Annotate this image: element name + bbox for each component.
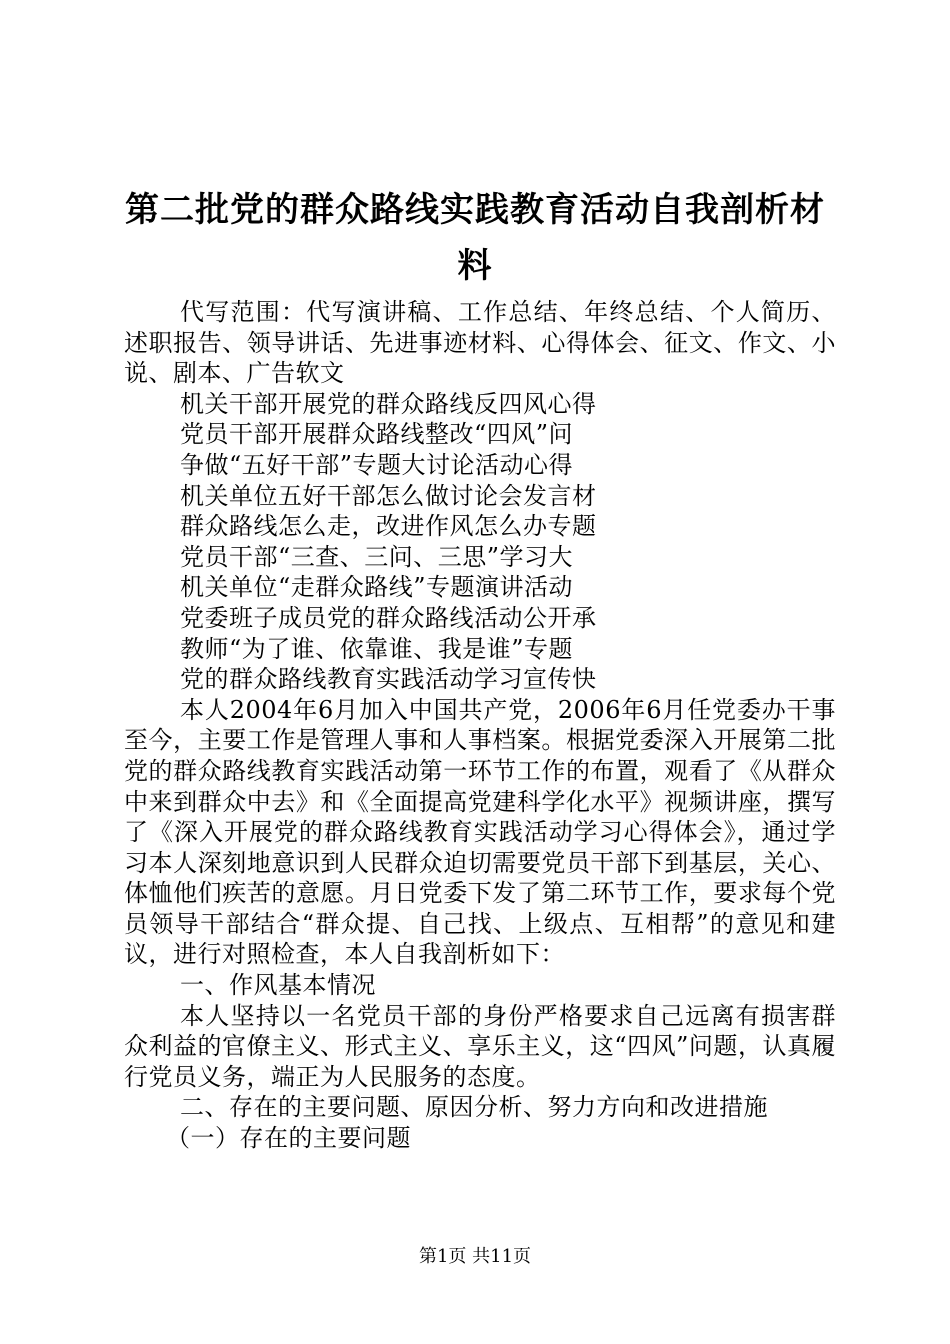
related-link[interactable]: 机关单位五好干部怎么做讨论会发言材	[180, 481, 597, 510]
section-heading: 一、作风基本情况	[180, 971, 376, 1000]
body-paragraph: 本人2004年6月加入中国共产党，2006年6月任党委办干事至今，主要工作是管理人事和人事档案。根据党委深入开展第二批党的群众路线教育实践活动第一环节工作的布置，观看了《从群众中来到群众中去》和《全面提高党建科学化水平》视频讲座，撰写了《深入开展党的群众路线教育实践活动学习心得体会》，通过学习本人深刻地意识到人民群众迫切需要党员干部下到基层，关心、体恤他们疾苦的意愿。月日党委下发了第二环节工作，要求每个党员领导干部结合“群众提、自己找、上级点、互相帮”的意见和建议，进行对照检查，本人自我剖析如下：	[124, 695, 836, 969]
page-footer: 第1页 共11页	[418, 1246, 532, 1267]
document-title: 第二批党的群众路线实践教育活动自我剖析材料	[125, 190, 825, 286]
related-link[interactable]: 党委班子成员党的群众路线活动公开承	[180, 603, 597, 632]
body-paragraph: 本人坚持以一名党员干部的身份严格要求自己远离有损害群众利益的官僚主义、形式主义、享乐主义，这“四风”问题，认真履行党员义务，端正为人民服务的态度。	[124, 1001, 836, 1091]
related-link[interactable]: 党的群众路线教育实践活动学习宣传快	[180, 665, 597, 694]
related-link[interactable]: 机关单位“走群众路线”专题演讲活动	[180, 573, 574, 602]
intro-paragraph: 代写范围：代写演讲稿、工作总结、年终总结、个人简历、述职报告、领导讲话、先进事迹材料、心得体会、征文、作文、小说、剧本、广告软文	[124, 298, 836, 388]
related-link[interactable]: 党员干部开展群众路线整改“四风”问	[180, 420, 574, 449]
related-link[interactable]: 党员干部“三查、三问、三思”学习大	[180, 542, 574, 571]
section-heading: 二、存在的主要问题、原因分析、努力方向和改进措施	[180, 1093, 768, 1122]
subsection-heading: （一）存在的主要问题	[166, 1124, 411, 1153]
related-link[interactable]: 群众路线怎么走，改进作风怎么办专题	[180, 512, 597, 541]
related-link[interactable]: 教师“为了谁、依靠谁、我是谁”专题	[180, 634, 574, 663]
document-body	[124, 297, 836, 1154]
related-links-list	[124, 389, 836, 695]
related-link[interactable]: 机关干部开展党的群众路线反四风心得	[180, 389, 597, 418]
related-link[interactable]: 争做“五好干部”专题大讨论活动心得	[180, 450, 574, 479]
